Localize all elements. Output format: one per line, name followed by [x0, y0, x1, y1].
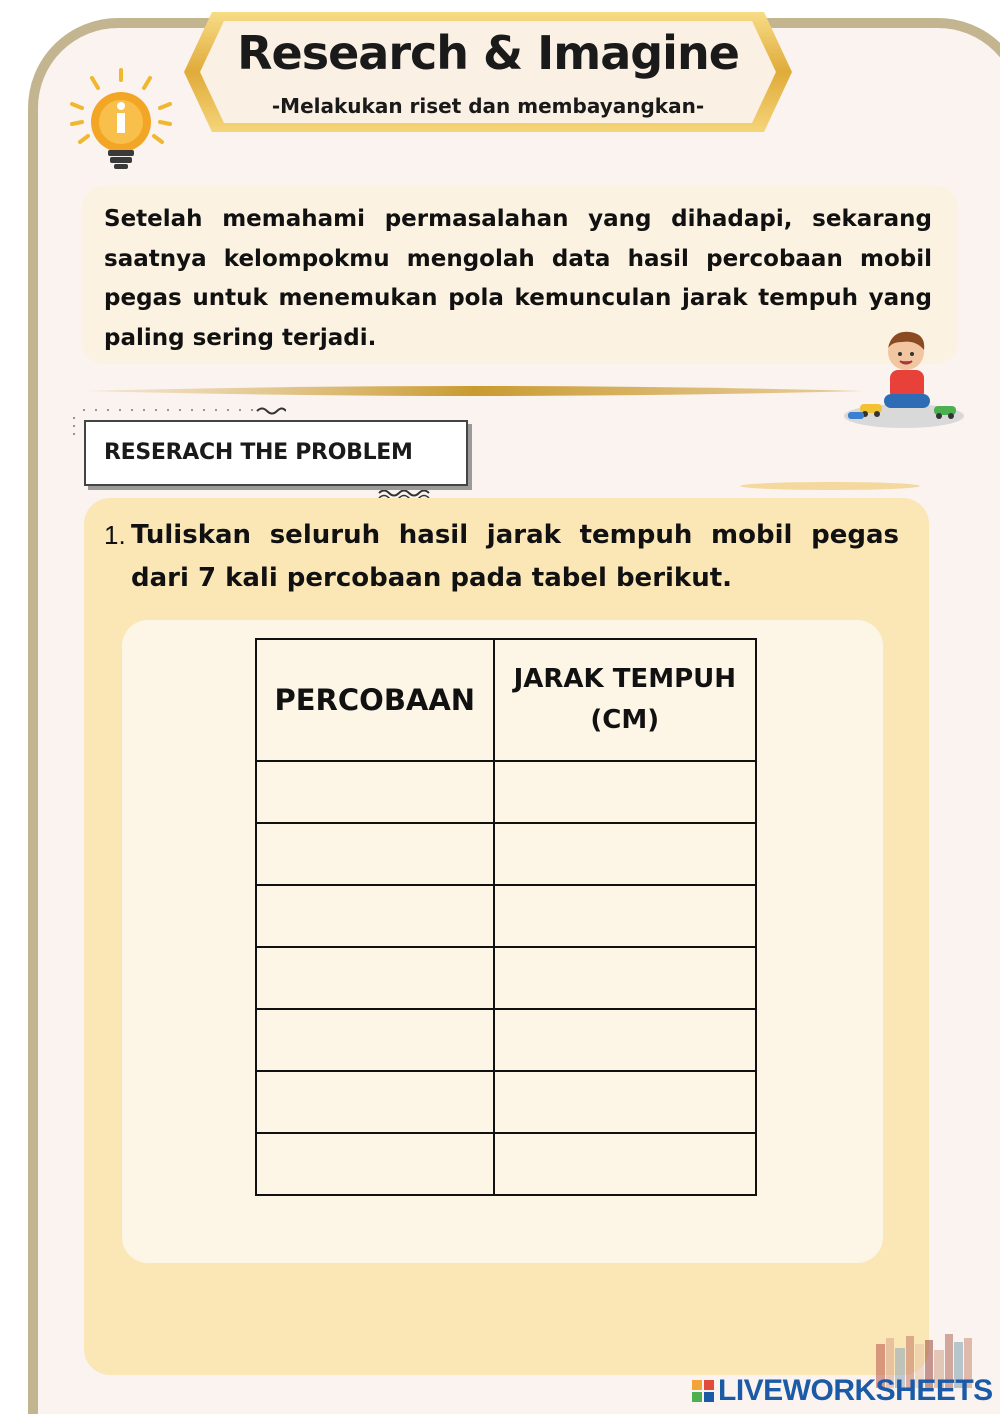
section-label: RESERACH THE PROBLEM	[104, 440, 413, 465]
question-text: Tuliskan seluruh hasil jarak tempuh mobil pegas dari 7 kali percobaan pada tabel berikut.	[131, 520, 899, 593]
cell-percobaan[interactable]	[256, 947, 494, 1009]
cell-percobaan[interactable]	[256, 885, 494, 947]
cell-jarak[interactable]	[494, 1133, 756, 1195]
data-table	[255, 638, 757, 1196]
page-subtitle: -Melakukan riset dan membayangkan-	[271, 94, 705, 118]
kid-playing-illustration	[840, 328, 968, 432]
table-row	[256, 761, 756, 823]
table-row	[256, 1133, 756, 1195]
liveworksheets-logo	[692, 1374, 993, 1408]
cell-jarak[interactable]	[494, 1071, 756, 1133]
squiggle-decoration	[256, 406, 286, 416]
cell-percobaan[interactable]	[256, 1009, 494, 1071]
table-row	[256, 823, 756, 885]
cell-percobaan[interactable]	[256, 823, 494, 885]
section-label-box	[84, 420, 468, 486]
title-banner	[182, 8, 794, 136]
table-row	[256, 885, 756, 947]
glow-decoration	[690, 476, 920, 496]
table-row	[256, 947, 756, 1009]
page-title: Research & Imagine	[237, 26, 739, 80]
liveworksheets-icon	[692, 1380, 714, 1402]
lightbulb-icon	[66, 66, 176, 174]
cell-percobaan[interactable]	[256, 1133, 494, 1195]
cell-jarak[interactable]	[494, 823, 756, 885]
header-jarak-tempuh: JARAK TEMPUH (CM)	[494, 639, 756, 761]
table-row	[256, 1071, 756, 1133]
brand-text: LIVEWORKSHEETS	[718, 1374, 993, 1407]
intro-paragraph: Setelah memahami permasalahan yang dihadapi, sekarang saatnya kelompokmu mengolah data hasil percobaan mobil pegas untuk menemukan pola kemunculan jarak tempuh yang paling sering terjadi.	[104, 206, 932, 351]
table-header-row	[256, 639, 756, 761]
cell-percobaan[interactable]	[256, 1071, 494, 1133]
question-number: 1.	[104, 520, 126, 550]
cell-jarak[interactable]	[494, 885, 756, 947]
cell-percobaan[interactable]	[256, 761, 494, 823]
gold-divider	[84, 383, 864, 399]
cell-jarak[interactable]	[494, 1009, 756, 1071]
header-percobaan: PERCOBAAN	[256, 639, 494, 761]
cell-jarak[interactable]	[494, 761, 756, 823]
table-row	[256, 1009, 756, 1071]
cell-jarak[interactable]	[494, 947, 756, 1009]
